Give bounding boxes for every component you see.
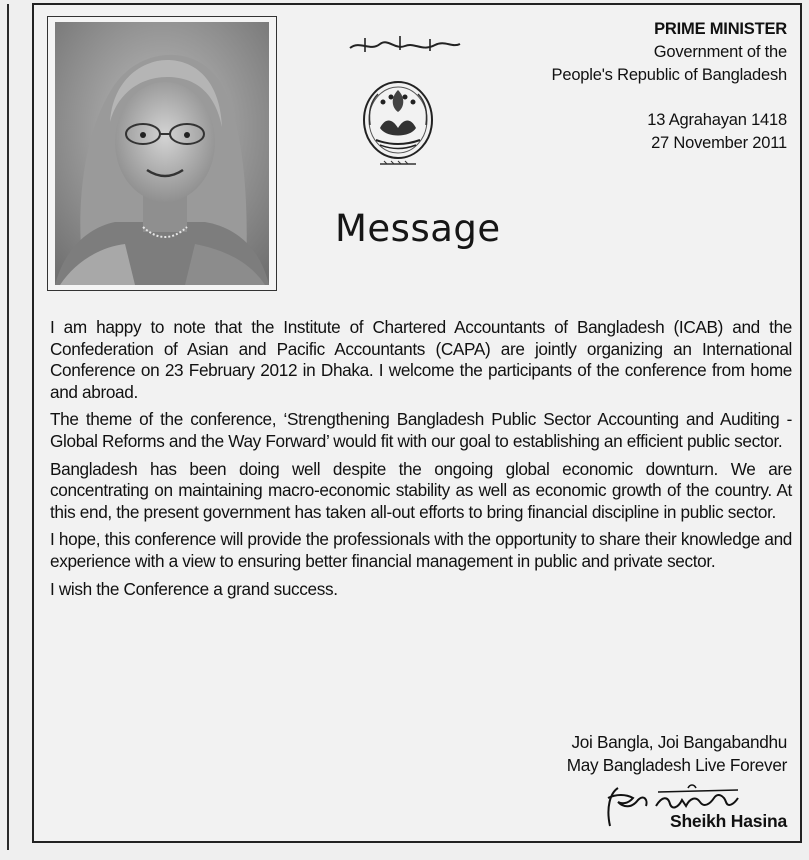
closing-block — [567, 731, 787, 777]
message-paragraph: Bangladesh has been doing well despite the ongoing global economic downturn. We are concentrating on maintaining macro-economic stability as well as economic growth of the country. At this end, the present government has taken all-out efforts to bring financial discipline in public sector. — [50, 458, 792, 522]
government-line-2: People's Republic of Bangladesh — [551, 66, 787, 84]
closing-line-2: May Bangladesh Live Forever — [566, 755, 787, 775]
date-gregorian: 27 November 2011 — [651, 134, 787, 152]
message-paragraph: I hope, this conference will provide the professionals with the opportunity to share their knowledge and experience with a view to ensuring better financial management in public and private sector. — [50, 529, 792, 571]
left-column-rule — [7, 4, 9, 850]
message-body — [50, 317, 792, 606]
signatory-name: Sheikh Hasina — [669, 811, 787, 831]
government-line-1: Government of the — [653, 43, 787, 61]
office-title: PRIME MINISTER — [654, 20, 787, 38]
header-block — [552, 18, 787, 155]
message-paragraph: I am happy to note that the Institute of Chartered Accountants of Bangladesh (ICAB) and the Confederation of Asian and Pacific Accountants (CAPA) are jointly organizing an International Conference on 23 February 2012 in Dhaka. I welcome the participants of the conference from home and abroad. — [50, 317, 792, 402]
message-heading: Message — [335, 207, 501, 250]
closing-line-1: Joi Bangla, Joi Bangabandhu — [571, 732, 787, 752]
portrait-photo-icon — [55, 22, 269, 285]
message-paragraph: The theme of the conference, ‘Strengthening Bangladesh Public Sector Accounting and Auditing - Global Reforms and the Way Forward’ would fit with our goal to establishing an efficient public sector. — [50, 409, 792, 451]
date-bangla: 13 Agrahayan 1418 — [647, 111, 787, 129]
bangladesh-national-emblem-icon — [340, 30, 470, 170]
message-paragraph: I wish the Conference a grand success. — [50, 578, 338, 599]
